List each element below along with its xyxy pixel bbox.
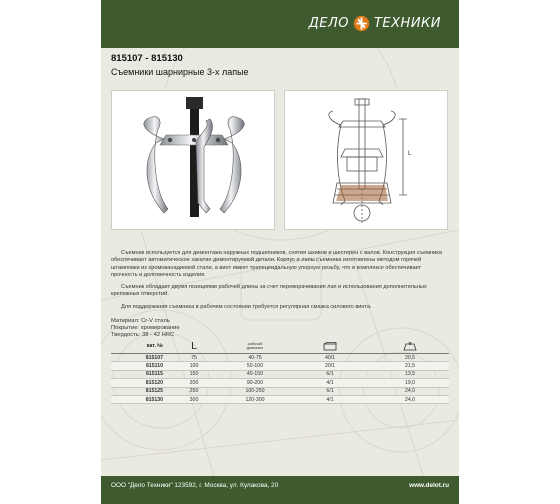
specifications	[111, 318, 180, 340]
cell-length: 150	[189, 371, 199, 378]
table-body	[111, 354, 449, 404]
product-name: Съемники шарнирные 3-х лапые	[111, 67, 249, 77]
product-description	[111, 250, 449, 316]
cell-qty: 20/1	[324, 363, 336, 370]
cell-code: 815107	[145, 354, 163, 361]
company-address: ООО "Дело Техники" 123592, г. Москва, ул. Кулакова, 20	[111, 482, 279, 489]
cell-length: 200	[189, 379, 199, 386]
header-bar	[101, 0, 459, 48]
cell-range: 100-250	[245, 388, 265, 395]
cell-qty: 4/1	[326, 396, 334, 403]
cell-range: 40-150	[246, 371, 264, 378]
description-paragraph: Для поддержания съемника в рабочем состоянии требуется регулярная смазка силового винта.	[121, 303, 372, 310]
spec-hardness: Твердость: 38 - 42 HRC	[111, 332, 175, 339]
cell-code: 815130	[145, 396, 163, 403]
puller-usage-drawing	[285, 91, 449, 231]
website-link[interactable]: www.delot.ru	[409, 482, 449, 489]
header-cat-no: кат. №	[146, 343, 163, 349]
description-paragraph: Съемник обладает двумя позициями рабочей длины за счет переворачивания лап и использования дополнительных крепежных отверстий.	[111, 284, 427, 298]
cell-code: 815120	[145, 379, 163, 386]
cell-code: 815115	[145, 371, 163, 378]
cell-qty: 6/1	[326, 371, 334, 378]
cell-code: 815110	[145, 363, 163, 370]
table-row	[111, 388, 449, 396]
table-row	[111, 396, 449, 404]
technical-drawing	[284, 90, 448, 230]
package-box-icon	[323, 342, 337, 351]
cell-qty: 6/1	[326, 388, 334, 395]
cell-length: 250	[189, 388, 199, 395]
logo-text-left: ДЕЛО	[308, 16, 349, 31]
cell-length: 300	[189, 396, 199, 403]
header-package	[289, 342, 371, 351]
header-weight	[371, 342, 449, 351]
cell-weight: 19,0	[404, 379, 416, 386]
cell-qty: 40/1	[324, 354, 336, 361]
product-table	[111, 339, 449, 404]
table-row	[111, 371, 449, 379]
header-work-range: рабочий диапазон	[246, 341, 264, 350]
dimension-label: L	[408, 151, 412, 157]
table-row	[111, 354, 449, 362]
cell-code: 815125	[145, 388, 163, 395]
catalog-page	[101, 0, 459, 504]
cell-weight: 24,0	[404, 388, 416, 395]
product-title-block	[111, 53, 249, 77]
gear-logo-icon	[353, 15, 370, 32]
spec-coating: Покрытие: хромирование	[111, 325, 180, 332]
cell-range: 120-300	[245, 396, 265, 403]
table-row	[111, 379, 449, 387]
cell-weight: 20,5	[404, 354, 416, 361]
brand-logo[interactable]	[309, 15, 441, 32]
logo-text-right: ТЕХНИКИ	[373, 16, 441, 31]
table-header	[111, 339, 449, 354]
cell-range: 40-75	[248, 354, 262, 361]
table-row	[111, 362, 449, 370]
cell-range: 90-200	[246, 379, 264, 386]
weight-icon	[402, 342, 418, 351]
three-jaw-puller-photo	[112, 91, 276, 231]
cell-length: 75	[191, 354, 197, 361]
cell-weight: 21,5	[404, 363, 416, 370]
cell-weight: 13,5	[404, 371, 416, 378]
spec-material: Материал: Cr-V сталь	[111, 318, 170, 324]
footer-bar	[101, 476, 459, 504]
cell-weight: 24,0	[404, 396, 416, 403]
cell-range: 50-100	[246, 363, 264, 370]
cell-length: 100	[189, 363, 199, 370]
header-length: L	[191, 340, 197, 352]
description-paragraph: Съемник используется для демонтажа наружных подшипников, снятия шкивов и шестерен с валов. Конструкция съемника обеспечивает автоматическое закатие демонтируемой детали. Корпус и лапы съемника изготовлены методом горячей штамповки из хромованадиевой стали, а винт имеет трапецеидальную упорную резьбу, что в комплексе обеспечивает прочность и долговечность изделия.	[111, 250, 442, 278]
product-photo	[111, 90, 275, 230]
cell-qty: 4/1	[326, 379, 334, 386]
product-code-range: 815107 - 815130	[111, 53, 183, 64]
